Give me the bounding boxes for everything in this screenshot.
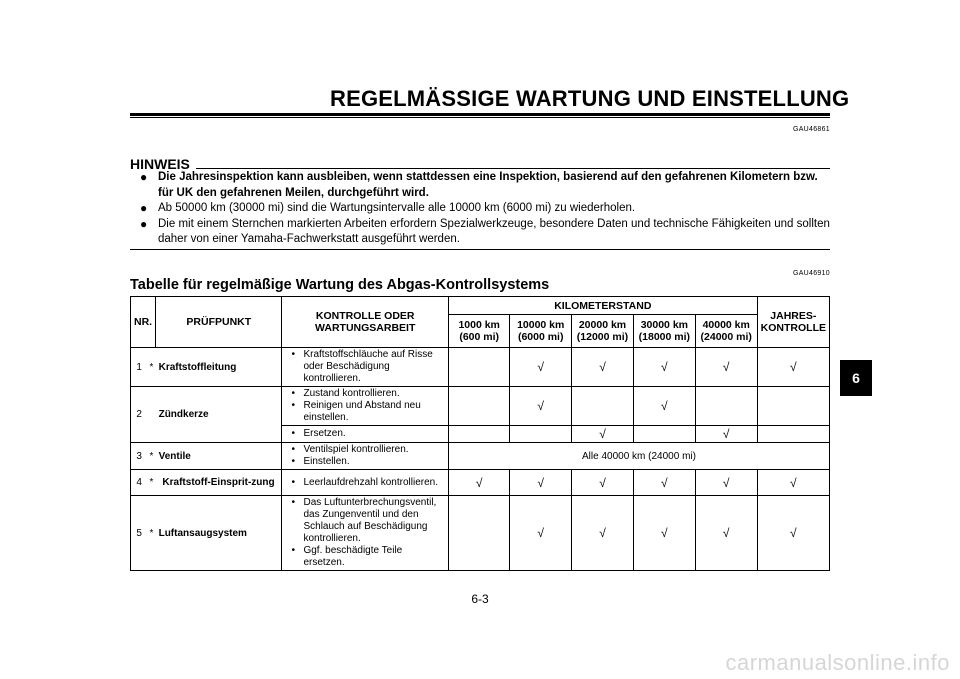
table-row: 1 * Kraftstoffleitung • Kraftstoffschläuche auf Risse oder Beschädigung kontrollieren. √ √ √ √ √ bbox=[131, 348, 830, 387]
title-rule-thin bbox=[130, 117, 830, 118]
hinweis-bullets bbox=[130, 170, 830, 248]
bullet-dot-icon: ● bbox=[140, 216, 148, 231]
table-row: 4 * Kraftstoff-Einsprit-zung • Leerlaufdrehzahl kontrollieren. √ √ √ √ √ √ bbox=[131, 470, 830, 496]
header-km-col: 20000 km (12000 mi) bbox=[572, 315, 634, 348]
hinweis-bullet: ● Ab 50000 km (30000 mi) sind die Wartungsintervalle alle 10000 km (6000 mi) zu wiederholen. bbox=[140, 201, 636, 215]
reference-code: GAU46861 bbox=[792, 126, 830, 133]
bullet-dot-icon: ● bbox=[140, 170, 148, 184]
bullet-dot-icon: ● bbox=[140, 201, 148, 215]
watermark: carmanualsonline.info bbox=[725, 650, 950, 675]
hinweis-bullet: ● Die mit einem Sternchen markierten Arbeiten erfordern Spezialwerkzeuge, besondere Daten und technische Fähigkeiten und sollten daher von einer Yamaha-Fachwerkstatt ausgeführt werden. bbox=[140, 216, 830, 245]
header-km-col: 10000 km (6000 mi) bbox=[510, 315, 572, 348]
header-km-col: 1000 km (600 mi) bbox=[448, 315, 509, 348]
header-km-col: 40000 km (24000 mi) bbox=[695, 315, 757, 348]
table-row: 2 Zündkerze • Zustand kontrollieren. • Reinigen und Abstand neu einstellen. √ √ bbox=[131, 387, 830, 426]
hinweis-bullet: ● Die Jahresinspektion kann ausbleiben, wenn stattdessen eine Inspektion, basierend auf den gefahrenen Kilometern bzw. für UK den gefahrenen Meilen, durchgeführt wird. bbox=[140, 170, 818, 199]
table-row: • Ersetzen. √ √ bbox=[131, 426, 830, 443]
maintenance-table bbox=[130, 296, 830, 571]
chapter-tab: 6 bbox=[840, 360, 872, 396]
hinweis-rule bbox=[196, 168, 830, 169]
header-nr: NR. bbox=[131, 297, 156, 348]
section-title: Tabelle für regelmäßige Wartung des Abgas-Kontrollsystems bbox=[130, 277, 550, 293]
hinweis-title: HINWEIS bbox=[130, 156, 190, 172]
header-annual: JAHRES-KONTROLLE bbox=[757, 297, 829, 348]
header-km-col: 30000 km (18000 mi) bbox=[633, 315, 695, 348]
page-number: 6-3 bbox=[471, 592, 489, 606]
page-title: REGELMÄSSIGE WARTUNG UND EINSTELLUNG bbox=[330, 86, 850, 111]
table-row: 5 * Luftansaugsystem • Das Luftunterbrechungsventil, das Zungenventil und den Schlauch auf Beschädigung kontrollieren. • Ggf. beschädigte Teile ersetzen. √ √ √ √ √ bbox=[131, 496, 830, 571]
header-item: PRÜFPUNKT bbox=[156, 297, 282, 348]
hinweis-end-rule bbox=[130, 249, 830, 250]
reference-code: GAU46910 bbox=[792, 270, 830, 277]
header-action: KONTROLLE ODER WARTUNGSARBEIT bbox=[282, 297, 449, 348]
table-row: 3 * Ventile • Ventilspiel kontrollieren. • Einstellen. Alle 40000 km (24000 mi) bbox=[131, 443, 830, 470]
title-rule bbox=[130, 113, 830, 116]
header-km: KILOMETERSTAND bbox=[448, 297, 757, 315]
